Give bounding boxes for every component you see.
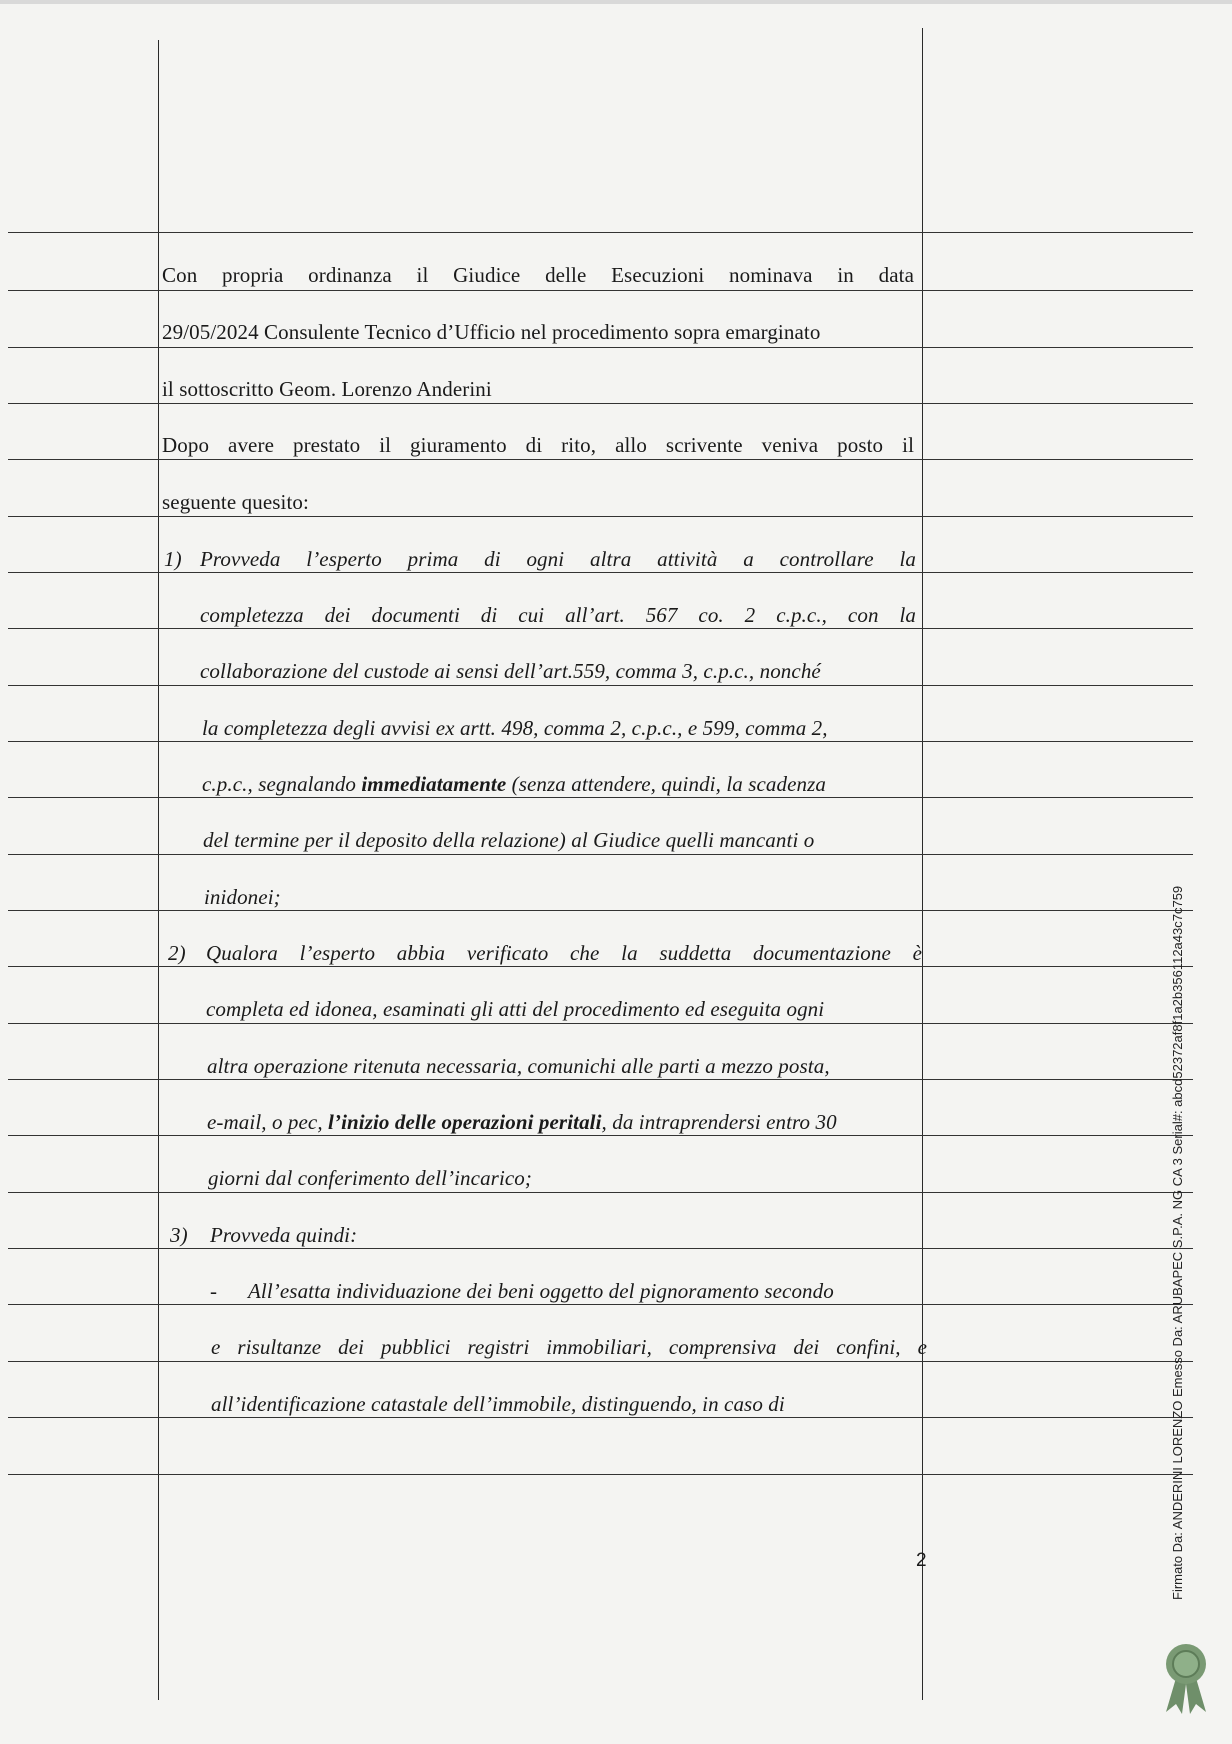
- ruled-line: [8, 232, 1193, 233]
- ruled-line: [8, 1304, 1193, 1305]
- page-number: 2: [916, 1550, 927, 1571]
- item-number: 2): [168, 941, 186, 965]
- ruled-line: [8, 854, 1193, 855]
- ruled-line: [8, 910, 1193, 911]
- item-1-text: c.p.c., segnalando: [202, 772, 362, 796]
- ruled-line: [8, 1079, 1193, 1080]
- item-1-line: collaborazione del custode ai sensi dell’art.559, comma 3, c.p.c., nonché: [200, 659, 821, 683]
- ruled-line: [8, 1192, 1193, 1193]
- item-3-sub-line: All’esatta individuazione dei beni oggetto del pignoramento secondo: [248, 1279, 834, 1303]
- item-2-line: altra operazione ritenuta necessaria, comunichi alle parti a mezzo posta,: [207, 1054, 830, 1078]
- ruled-line: [8, 741, 1193, 742]
- scan-edge: [0, 0, 1232, 4]
- item-1-line: la completezza degli avvisi ex artt. 498, comma 2, c.p.c., e 599, comma 2,: [202, 716, 828, 740]
- item-1-line: del termine per il deposito della relazione) al Giudice quelli mancanti o: [203, 828, 815, 852]
- right-margin-rule: [922, 28, 923, 1700]
- item-1-line: inidonei;: [204, 885, 281, 909]
- intro-line: 29/05/2024 Consulente Tecnico d’Ufficio nel procedimento sopra emarginato: [162, 320, 821, 344]
- item-1-line: Provveda l’esperto prima di ogni altra attività a controllare la: [200, 547, 916, 571]
- ruled-line: [8, 966, 1193, 967]
- item-2-line: [207, 1110, 837, 1134]
- left-margin-rule: [158, 40, 159, 1700]
- item-2-line: giorni dal conferimento dell’incarico;: [208, 1166, 532, 1190]
- intro-line: Con propria ordinanza il Giudice delle Esecuzioni nominava in data: [162, 263, 914, 287]
- ruled-line: [8, 1135, 1193, 1136]
- ruled-line: [8, 1417, 1193, 1418]
- intro-line: il sottoscritto Geom. Lorenzo Anderini: [162, 377, 492, 401]
- ruled-line: [8, 1361, 1193, 1362]
- item-2-text: , da intraprendersi entro 30: [601, 1110, 837, 1134]
- ruled-line: [8, 1023, 1193, 1024]
- item-number: 1): [164, 547, 182, 571]
- item-1-text: (senza attendere, quindi, la scadenza: [506, 772, 826, 796]
- item-2-emphasis: l’inizio delle operazioni peritali: [328, 1110, 602, 1134]
- item-1-line: [202, 772, 826, 796]
- item-3-sub-line: all’identificazione catastale dell’immobile, distinguendo, in caso di: [211, 1392, 785, 1416]
- ruled-line: [8, 290, 1193, 291]
- digital-signature-stamp: Firmato Da: ANDERINI LORENZO Emesso Da: ARUBAPEC S.P.A. NG CA 3 Serial#: abcd52372af8f1a2b356112a43c7c759: [1170, 885, 1185, 1600]
- ruled-line: [8, 628, 1193, 629]
- item-1-emphasis: immediatamente: [361, 772, 507, 796]
- ruled-line: [8, 1474, 1193, 1475]
- item-2-line: Qualora l’esperto abbia verificato che la suddetta documentazione è: [206, 941, 922, 965]
- seal-icon: [1160, 1640, 1212, 1716]
- item-3-line: Provveda quindi:: [210, 1223, 358, 1247]
- ruled-line: [8, 403, 1193, 404]
- item-1-line: completezza dei documenti di cui all’art. 567 co. 2 c.p.c., con la: [200, 603, 916, 627]
- ruled-line: [8, 516, 1193, 517]
- ruled-line: [8, 572, 1193, 573]
- ruled-line: [8, 347, 1193, 348]
- item-2-line: completa ed idonea, esaminati gli atti del procedimento ed eseguita ogni: [206, 997, 825, 1021]
- ruled-line: [8, 1248, 1193, 1249]
- oath-line: seguente quesito:: [162, 490, 309, 514]
- item-3-sub-line: e risultanze dei pubblici registri immobiliari, comprensiva dei confini, e: [211, 1335, 927, 1359]
- item-number: 3): [170, 1223, 188, 1247]
- bullet-dash: -: [210, 1279, 218, 1303]
- ruled-line: [8, 685, 1193, 686]
- item-2-text: e-mail, o pec,: [207, 1110, 329, 1134]
- ruled-line: [8, 797, 1193, 798]
- ruled-line: [8, 459, 1193, 460]
- oath-line: Dopo avere prestato il giuramento di rito, allo scrivente veniva posto il: [162, 433, 914, 457]
